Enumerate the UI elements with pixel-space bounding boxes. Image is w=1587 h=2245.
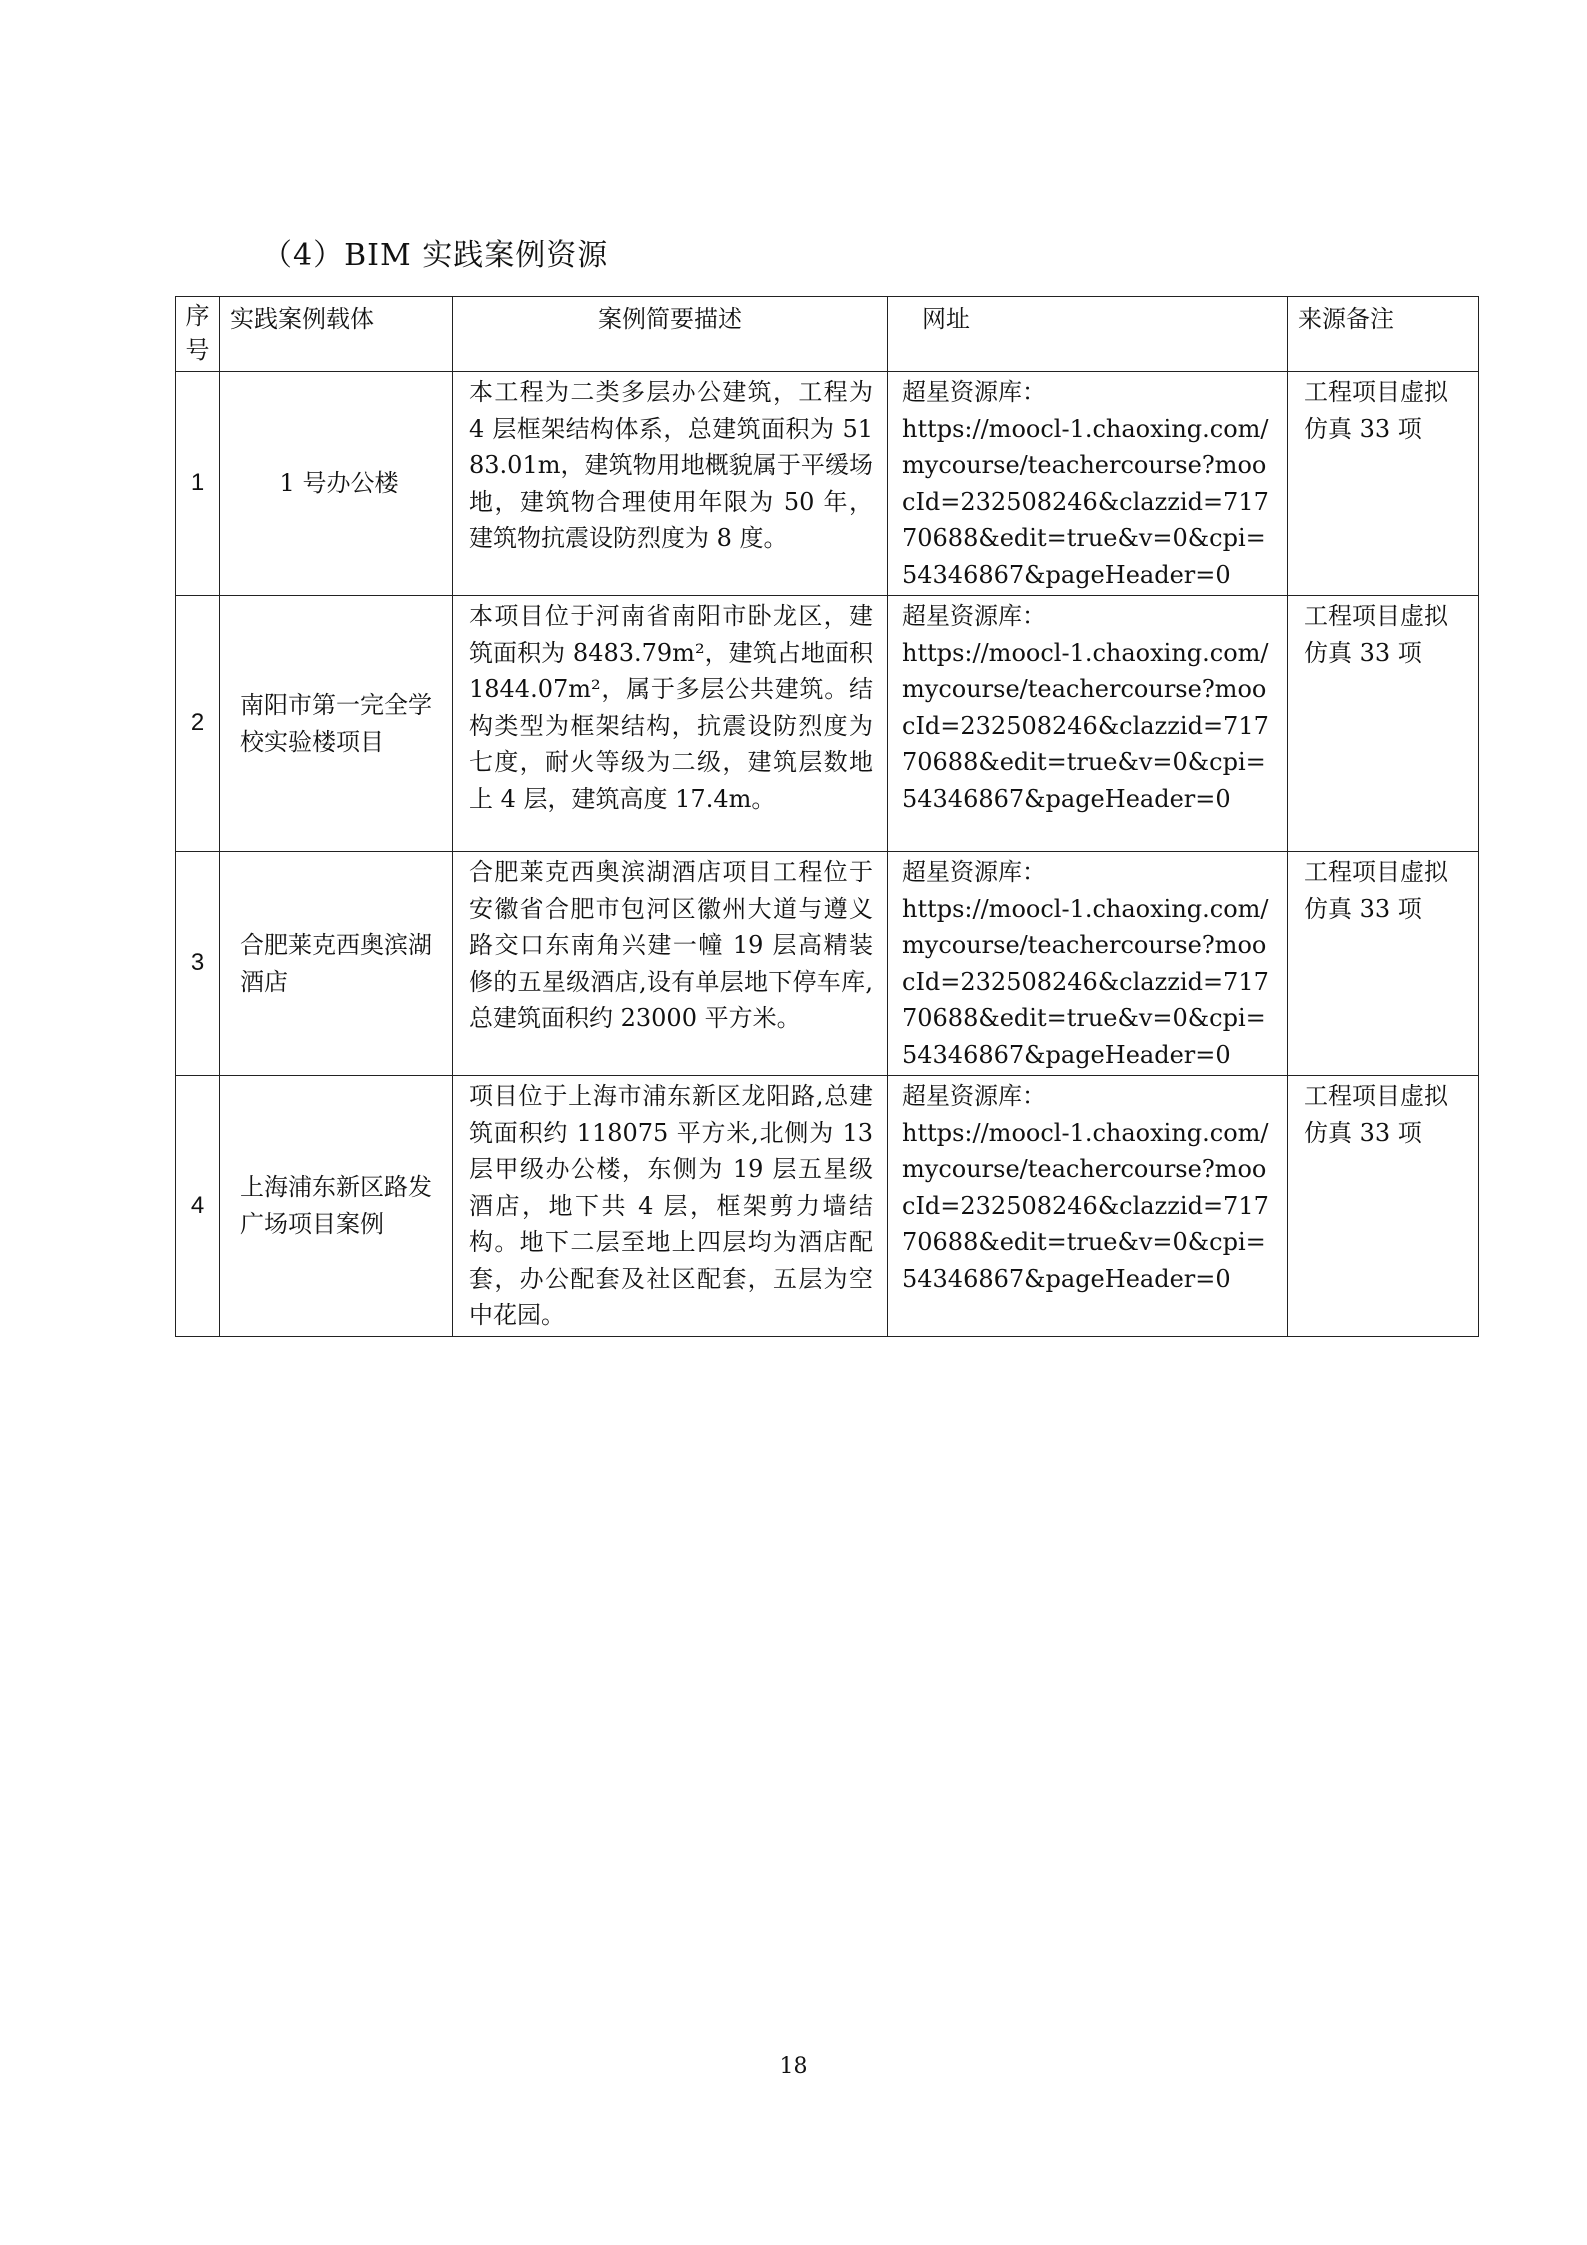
case-url-cell xyxy=(888,596,1288,852)
case-carrier: 上海浦东新区路发广场项目案例 xyxy=(220,1076,453,1337)
case-url-link[interactable]: https://moocl-1.chaoxing.com/mycourse/teachercourse?moocId=232508246&clazzid=71770688&edit=true&v=0&cpi=54346867&pageHeader=0 xyxy=(902,638,1269,813)
url-label: 超星资源库： xyxy=(902,1082,1046,1110)
source-note: 工程项目虚拟仿真 33 项 xyxy=(1288,596,1479,852)
source-note: 工程项目虚拟仿真 33 项 xyxy=(1288,372,1479,596)
case-carrier: 合肥莱克西奥滨湖酒店 xyxy=(220,852,453,1076)
case-description: 本项目位于河南省南阳市卧龙区，建筑面积为 8483.79m²，建筑占地面积 1844.07m²，属于多层公共建筑。结构类型为框架结构，抗震设防烈度为七度，耐火等级为二级，建筑层数地上 4 层，建筑高度 17.4m。 xyxy=(453,596,888,852)
url-label: 超星资源库： xyxy=(902,858,1046,886)
case-url-cell xyxy=(888,852,1288,1076)
case-carrier: 1 号办公楼 xyxy=(220,372,453,596)
table-row xyxy=(176,372,1479,596)
row-number: 2 xyxy=(176,596,220,852)
row-number: 3 xyxy=(176,852,220,1076)
header-source: 来源备注 xyxy=(1288,297,1479,372)
header-no: 序号 xyxy=(176,297,220,372)
case-url-cell xyxy=(888,1076,1288,1337)
case-description: 本工程为二类多层办公建筑，工程为 4 层框架结构体系，总建筑面积为 5183.01m，建筑物用地概貌属于平缓场地，建筑物合理使用年限为 50 年，建筑物抗震设防烈度为 8 度。 xyxy=(453,372,888,596)
header-description: 案例简要描述 xyxy=(453,297,888,372)
header-url: 网址 xyxy=(888,297,1288,372)
row-number: 4 xyxy=(176,1076,220,1337)
url-label: 超星资源库： xyxy=(902,602,1046,630)
case-resources-table xyxy=(175,296,1479,1337)
source-note: 工程项目虚拟仿真 33 项 xyxy=(1288,852,1479,1076)
case-carrier: 南阳市第一完全学校实验楼项目 xyxy=(220,596,453,852)
table-header-row xyxy=(176,297,1479,372)
table-row xyxy=(176,596,1479,852)
case-url-link[interactable]: https://moocl-1.chaoxing.com/mycourse/teachercourse?moocId=232508246&clazzid=71770688&edit=true&v=0&cpi=54346867&pageHeader=0 xyxy=(902,414,1269,589)
case-url-cell xyxy=(888,372,1288,596)
page-number: 18 xyxy=(779,2054,808,2079)
table-row xyxy=(176,852,1479,1076)
case-url-link[interactable]: https://moocl-1.chaoxing.com/mycourse/teachercourse?moocId=232508246&clazzid=71770688&edit=true&v=0&cpi=54346867&pageHeader=0 xyxy=(902,1118,1269,1293)
case-description: 项目位于上海市浦东新区龙阳路,总建筑面积约 118075 平方米,北侧为 13 层甲级办公楼，东侧为 19 层五星级酒店，地下共 4 层，框架剪力墙结构。地下二层至地上四层均为酒店配套，办公配套及社区配套，五层为空中花园。 xyxy=(453,1076,888,1337)
url-label: 超星资源库： xyxy=(902,378,1046,406)
header-carrier: 实践案例载体 xyxy=(220,297,453,372)
row-number: 1 xyxy=(176,372,220,596)
table-row xyxy=(176,1076,1479,1337)
section-heading: （4）BIM 实践案例资源 xyxy=(262,238,609,273)
source-note: 工程项目虚拟仿真 33 项 xyxy=(1288,1076,1479,1337)
case-url-link[interactable]: https://moocl-1.chaoxing.com/mycourse/teachercourse?moocId=232508246&clazzid=71770688&edit=true&v=0&cpi=54346867&pageHeader=0 xyxy=(902,894,1269,1069)
case-description: 合肥莱克西奥滨湖酒店项目工程位于安徽省合肥市包河区徽州大道与遵义路交口东南角兴建一幢 19 层高精装修的五星级酒店,设有单层地下停车库,总建筑面积约 23000 平方米。 xyxy=(453,852,888,1076)
